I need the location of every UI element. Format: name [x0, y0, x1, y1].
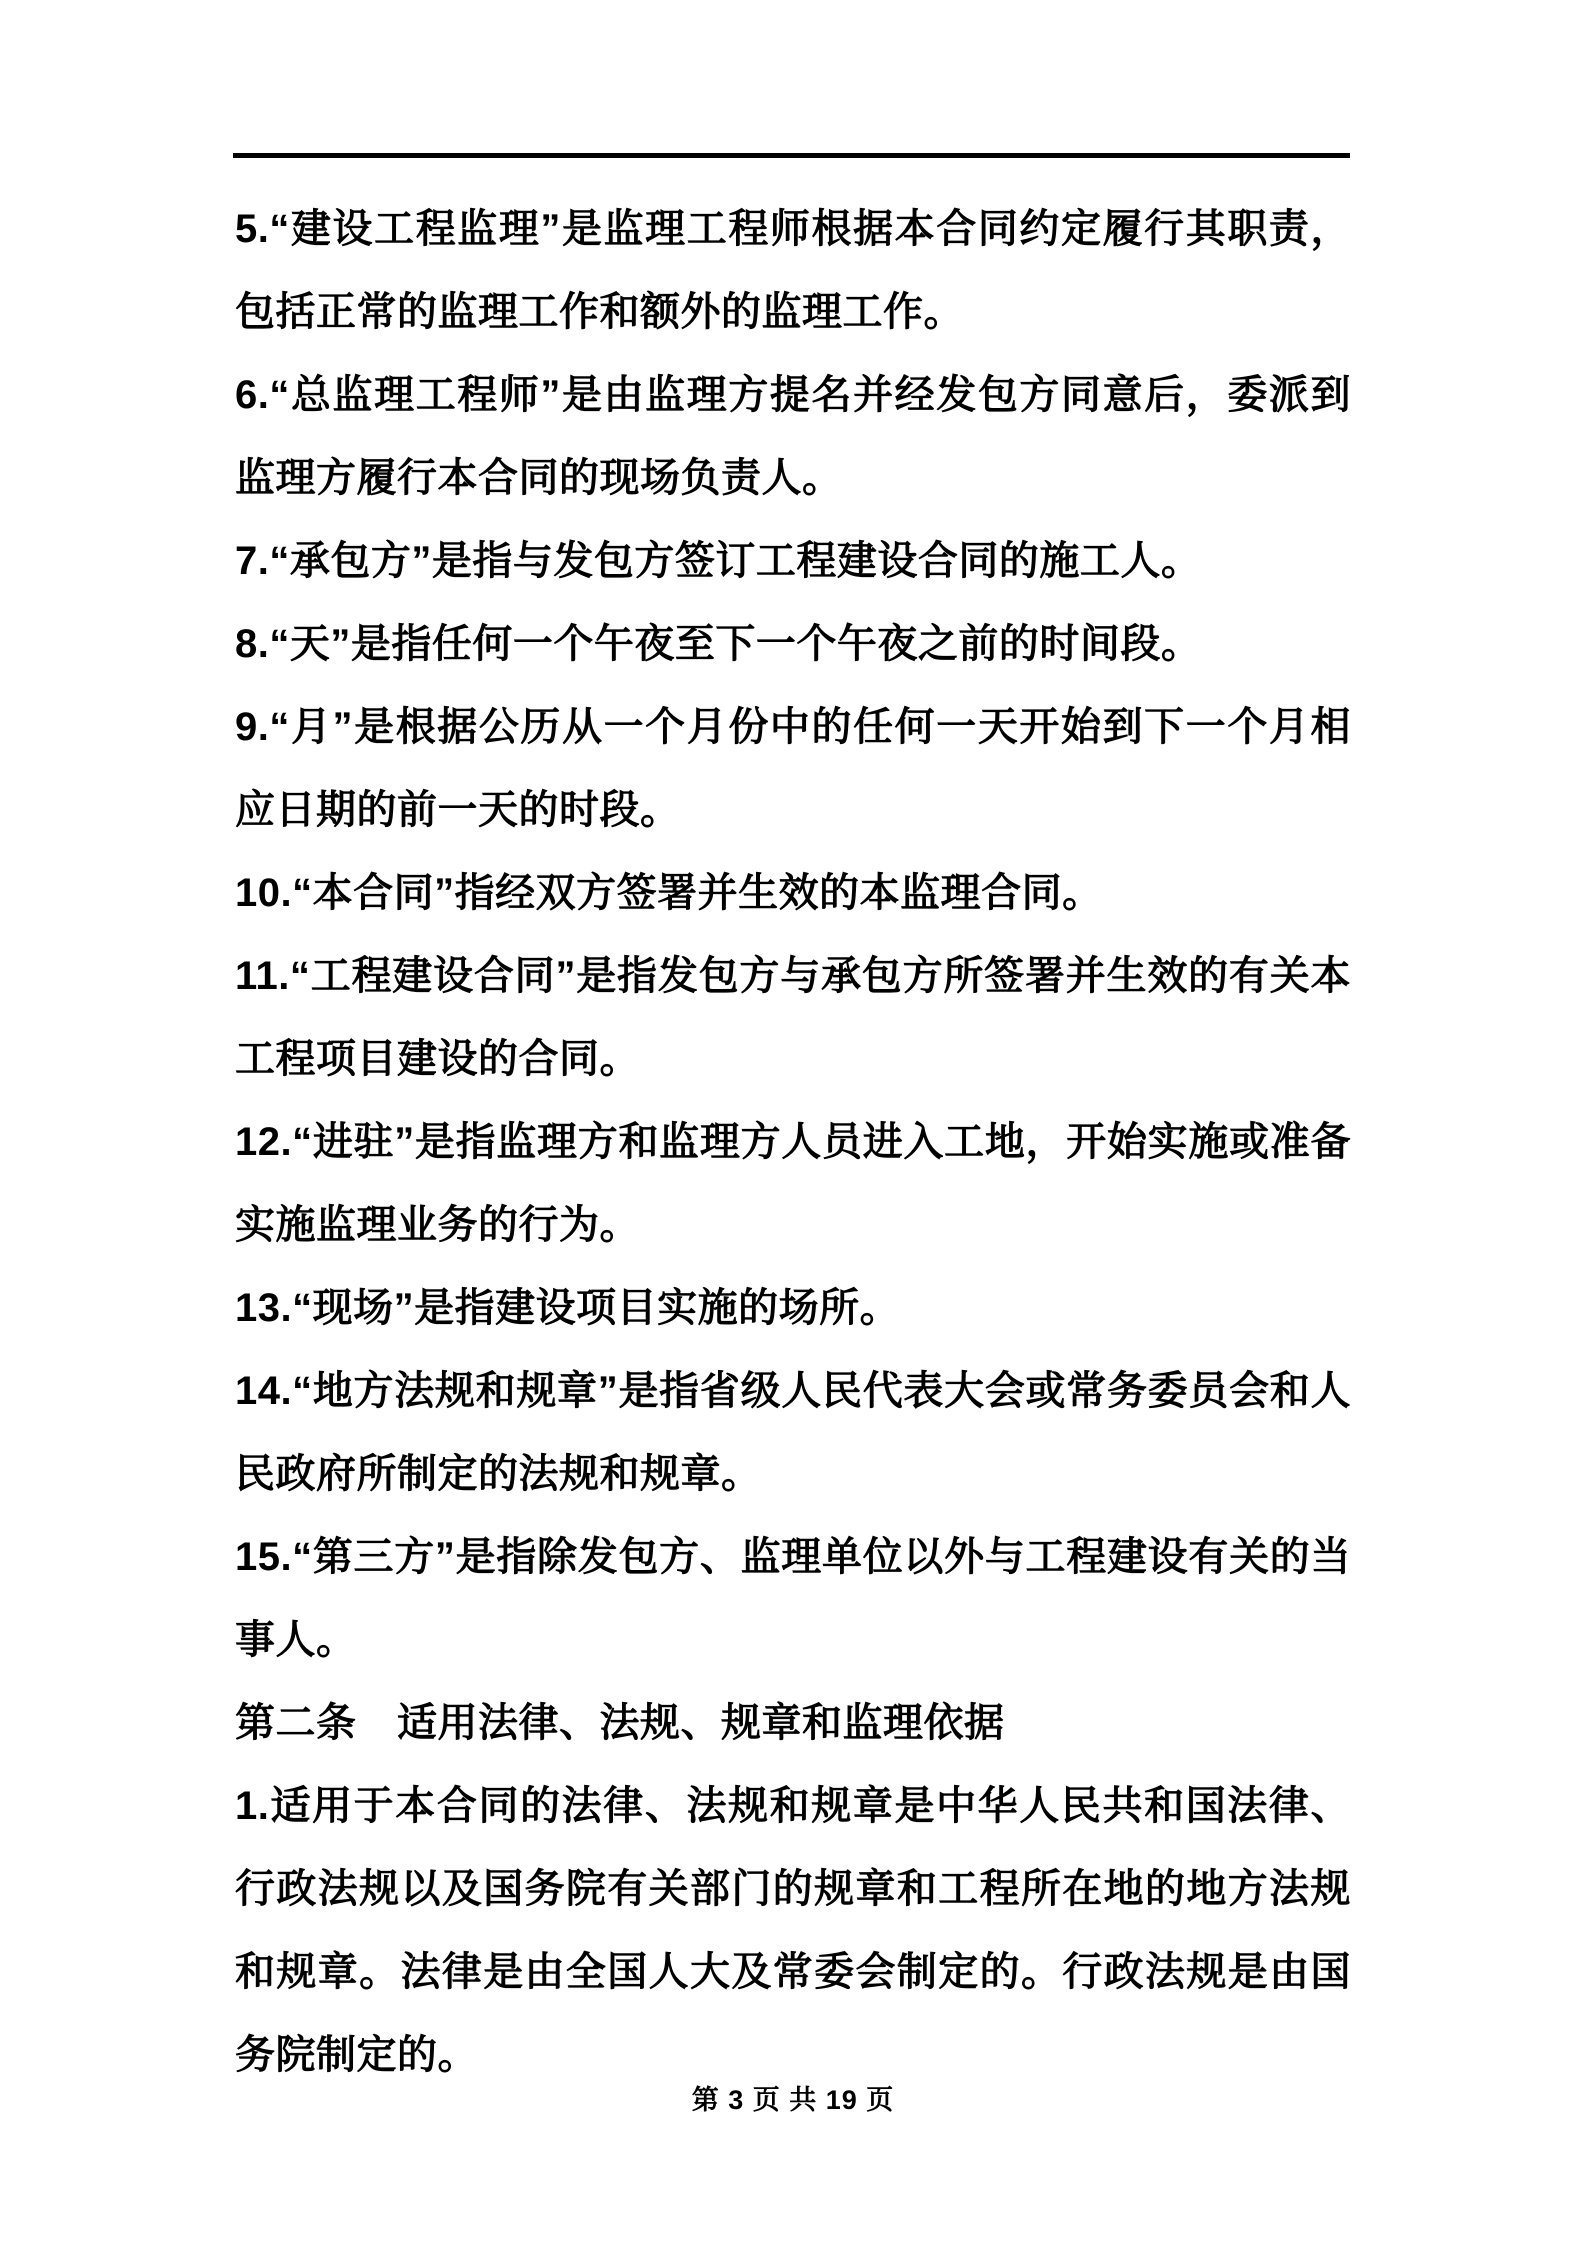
page-footer: 第 3 页 共 19 页: [691, 2085, 895, 2115]
paragraph-clause-8: 8.“天”是指任何一个午夜至下一个午夜之前的时间段。: [235, 622, 1202, 666]
paragraph-clause-10: 10.“本合同”指经双方签署并生效的本监理合同。: [235, 871, 1103, 915]
paragraph-clause-5: 5.“建设工程监理”是监理工程师根据本合同约定履行其职责，包括正常的监理工作和额外的监理工作。: [235, 207, 1351, 334]
paragraph-clause-9: 9.“月”是根据公历从一个月份中的任何一天开始到下一个月相应日期的前一天的时段。: [235, 705, 1351, 832]
paragraph-clause-14: 14.“地方法规和规章”是指省级人民代表大会或常务委员会和人民政府所制定的法规和规章。: [235, 1369, 1351, 1496]
paragraph-clause-7: 7.“承包方”是指与发包方签订工程建设合同的施工人。: [235, 539, 1202, 583]
paragraph-clause-15: 15.“第三方”是指除发包方、监理单位以外与工程建设有关的当事人。: [235, 1535, 1351, 1662]
paragraph-clause-6: 6.“总监理工程师”是由监理方提名并经发包方同意后，委派到监理方履行本合同的现场负责人。: [235, 373, 1351, 500]
paragraph-clause-12: 12.“进驻”是指监理方和监理方人员进入工地，开始实施或准备实施监理业务的行为。: [235, 1120, 1351, 1247]
document-body: [235, 188, 1351, 2097]
section-heading-article-2: 第二条 适用法律、法规、规章和监理依据: [235, 1701, 1005, 1745]
header-rule-divider: [233, 153, 1350, 158]
paragraph-clause-13: 13.“现场”是指建设项目实施的场所。: [235, 1286, 901, 1330]
paragraph-article-2-clause-1: 1.适用于本合同的法律、法规和规章是中华人民共和国法律、行政法规以及国务院有关部门的规章和工程所在地的地方法规和规章。法律是由全国人大及常委会制定的。行政法规是由国务院制定的。: [235, 1784, 1351, 2077]
paragraph-clause-11: 11.“工程建设合同”是指发包方与承包方所签署并生效的有关本工程项目建设的合同。: [235, 954, 1351, 1081]
